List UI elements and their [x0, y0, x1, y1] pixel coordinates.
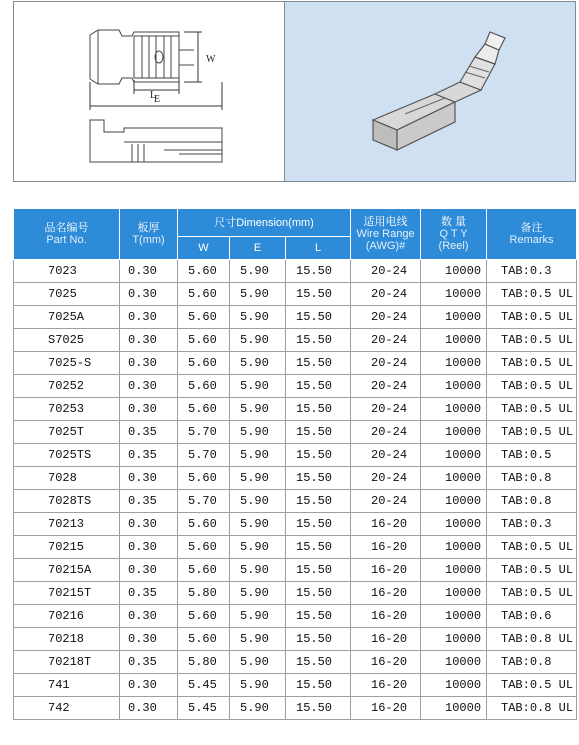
e-dim-cell: 5.90 [230, 513, 286, 536]
width-cell: 5.45 [178, 697, 230, 720]
table-row [14, 651, 577, 674]
width-cell: 5.60 [178, 559, 230, 582]
length-cell: 15.50 [286, 283, 351, 306]
remarks-cell: TAB:0.5 UL [487, 329, 577, 352]
wire-range-cell: 20-24 [351, 306, 421, 329]
remarks-cell: TAB:0.8 UL [487, 628, 577, 651]
e-dim-cell: 5.90 [230, 444, 286, 467]
terminal-illustration [285, 2, 576, 181]
table-row [14, 605, 577, 628]
e-dim-cell: 5.90 [230, 329, 286, 352]
part-no-cell: 70252 [14, 375, 120, 398]
qty-cell: 10000 [421, 582, 487, 605]
length-cell: 15.50 [286, 674, 351, 697]
wire-range-cell: 16-20 [351, 674, 421, 697]
e-dim-cell: 5.90 [230, 697, 286, 720]
e-dim-cell: 5.90 [230, 467, 286, 490]
width-cell: 5.60 [178, 398, 230, 421]
table-row [14, 559, 577, 582]
wire-range-cell: 16-20 [351, 513, 421, 536]
e-dim-cell: 5.90 [230, 398, 286, 421]
part-no-cell: 7025 [14, 283, 120, 306]
length-cell: 15.50 [286, 582, 351, 605]
qty-cell: 10000 [421, 513, 487, 536]
table-row [14, 628, 577, 651]
width-cell: 5.60 [178, 352, 230, 375]
wire-range-cell: 16-20 [351, 651, 421, 674]
width-cell: 5.60 [178, 329, 230, 352]
thickness-cell: 0.30 [120, 260, 178, 283]
thickness-cell: 0.30 [120, 605, 178, 628]
thickness-cell: 0.35 [120, 490, 178, 513]
qty-cell: 10000 [421, 605, 487, 628]
qty-cell: 10000 [421, 467, 487, 490]
length-cell: 15.50 [286, 467, 351, 490]
part-no-cell: 7025TS [14, 444, 120, 467]
remarks-cell: TAB:0.5 UL [487, 582, 577, 605]
table-row [14, 283, 577, 306]
wire-range-cell: 20-24 [351, 398, 421, 421]
qty-cell: 10000 [421, 306, 487, 329]
part-no-cell: 70215A [14, 559, 120, 582]
qty-cell: 10000 [421, 559, 487, 582]
e-dim-cell: 5.90 [230, 283, 286, 306]
header-w: W [178, 237, 230, 260]
part-no-cell: 7028 [14, 467, 120, 490]
thickness-cell: 0.30 [120, 697, 178, 720]
remarks-cell: TAB:0.8 [487, 490, 577, 513]
wire-range-cell: 20-24 [351, 444, 421, 467]
e-dim-cell: 5.90 [230, 628, 286, 651]
thickness-cell: 0.30 [120, 513, 178, 536]
e-dim-cell: 5.90 [230, 375, 286, 398]
length-cell: 15.50 [286, 260, 351, 283]
wire-range-cell: 20-24 [351, 260, 421, 283]
thickness-cell: 0.30 [120, 375, 178, 398]
width-cell: 5.70 [178, 490, 230, 513]
remarks-cell: TAB:0.8 [487, 467, 577, 490]
qty-cell: 10000 [421, 329, 487, 352]
part-no-cell: 7025A [14, 306, 120, 329]
qty-cell: 10000 [421, 283, 487, 306]
part-no-cell: 7023 [14, 260, 120, 283]
remarks-cell: TAB:0.3 [487, 260, 577, 283]
part-no-cell: 70253 [14, 398, 120, 421]
qty-cell: 10000 [421, 444, 487, 467]
table-row [14, 536, 577, 559]
wire-range-cell: 16-20 [351, 628, 421, 651]
header-e: E [230, 237, 286, 260]
table-row [14, 444, 577, 467]
length-cell: 15.50 [286, 421, 351, 444]
header-thickness: 板厚 T(mm) [120, 209, 178, 260]
thickness-cell: 0.30 [120, 536, 178, 559]
terminal-3d-render [285, 2, 575, 181]
table-row [14, 697, 577, 720]
table-row [14, 582, 577, 605]
dim-w-label: W [206, 54, 216, 65]
part-no-cell: 70218 [14, 628, 120, 651]
width-cell: 5.70 [178, 421, 230, 444]
remarks-cell: TAB:0.5 [487, 444, 577, 467]
thickness-cell: 0.35 [120, 421, 178, 444]
remarks-cell: TAB:0.5 UL [487, 421, 577, 444]
length-cell: 15.50 [286, 697, 351, 720]
qty-cell: 10000 [421, 352, 487, 375]
table-row [14, 421, 577, 444]
part-no-cell: 70213 [14, 513, 120, 536]
remarks-cell: TAB:0.5 UL [487, 352, 577, 375]
width-cell: 5.60 [178, 375, 230, 398]
qty-cell: 10000 [421, 651, 487, 674]
width-cell: 5.60 [178, 536, 230, 559]
e-dim-cell: 5.90 [230, 559, 286, 582]
length-cell: 15.50 [286, 444, 351, 467]
remarks-cell: TAB:0.6 [487, 605, 577, 628]
remarks-cell: TAB:0.5 UL [487, 306, 577, 329]
dim-e-label: E [154, 94, 161, 105]
part-no-cell: 70215T [14, 582, 120, 605]
length-cell: 15.50 [286, 375, 351, 398]
wire-range-cell: 20-24 [351, 490, 421, 513]
wire-range-cell: 16-20 [351, 605, 421, 628]
e-dim-cell: 5.90 [230, 651, 286, 674]
wire-range-cell: 20-24 [351, 375, 421, 398]
length-cell: 15.50 [286, 513, 351, 536]
qty-cell: 10000 [421, 260, 487, 283]
spec-table-body [14, 260, 577, 720]
header-wire-range: 适用电线 Wire Range (AWG)# [351, 209, 421, 260]
table-row [14, 467, 577, 490]
spec-table [13, 208, 577, 720]
technical-drawing [14, 2, 285, 181]
e-dim-cell: 5.90 [230, 605, 286, 628]
e-dim-cell: 5.90 [230, 674, 286, 697]
part-no-cell: 741 [14, 674, 120, 697]
header-l: L [286, 237, 351, 260]
remarks-cell: TAB:0.5 UL [487, 559, 577, 582]
wire-range-cell: 20-24 [351, 352, 421, 375]
thickness-cell: 0.30 [120, 467, 178, 490]
length-cell: 15.50 [286, 306, 351, 329]
part-no-cell: 70215 [14, 536, 120, 559]
dim-l-label: L [150, 90, 157, 101]
thickness-cell: 0.30 [120, 329, 178, 352]
width-cell: 5.60 [178, 306, 230, 329]
thickness-cell: 0.30 [120, 628, 178, 651]
width-cell: 5.60 [178, 260, 230, 283]
remarks-cell: TAB:0.8 UL [487, 697, 577, 720]
qty-cell: 10000 [421, 398, 487, 421]
width-cell: 5.80 [178, 651, 230, 674]
table-row [14, 306, 577, 329]
thickness-cell: 0.30 [120, 398, 178, 421]
header-dimension: 尺寸Dimension(mm) [178, 209, 351, 237]
remarks-cell: TAB:0.8 [487, 651, 577, 674]
remarks-cell: TAB:0.5 UL [487, 375, 577, 398]
length-cell: 15.50 [286, 536, 351, 559]
e-dim-cell: 5.90 [230, 582, 286, 605]
terminal-drawing [14, 2, 284, 181]
table-row [14, 513, 577, 536]
e-dim-cell: 5.90 [230, 421, 286, 444]
remarks-cell: TAB:0.5 UL [487, 674, 577, 697]
thickness-cell: 0.35 [120, 444, 178, 467]
table-row [14, 674, 577, 697]
width-cell: 5.60 [178, 283, 230, 306]
figure-panel [13, 1, 576, 182]
part-no-cell: 7028TS [14, 490, 120, 513]
length-cell: 15.50 [286, 490, 351, 513]
width-cell: 5.60 [178, 605, 230, 628]
width-cell: 5.80 [178, 582, 230, 605]
header-qty: 数 量 Q T Y (Reel) [421, 209, 487, 260]
remarks-cell: TAB:0.5 UL [487, 398, 577, 421]
length-cell: 15.50 [286, 398, 351, 421]
thickness-cell: 0.30 [120, 352, 178, 375]
wire-range-cell: 16-20 [351, 559, 421, 582]
width-cell: 5.70 [178, 444, 230, 467]
qty-cell: 10000 [421, 490, 487, 513]
table-row [14, 490, 577, 513]
e-dim-cell: 5.90 [230, 490, 286, 513]
table-row [14, 398, 577, 421]
length-cell: 15.50 [286, 605, 351, 628]
part-no-cell: 7025T [14, 421, 120, 444]
part-no-cell: 7025-S [14, 352, 120, 375]
table-row [14, 375, 577, 398]
header-remarks: 备注 Remarks [487, 209, 577, 260]
wire-range-cell: 16-20 [351, 536, 421, 559]
header-part-no: 品名编号 Part No. [14, 209, 120, 260]
qty-cell: 10000 [421, 697, 487, 720]
thickness-cell: 0.35 [120, 582, 178, 605]
part-no-cell: S7025 [14, 329, 120, 352]
width-cell: 5.60 [178, 628, 230, 651]
thickness-cell: 0.30 [120, 283, 178, 306]
remarks-cell: TAB:0.5 UL [487, 536, 577, 559]
table-row [14, 352, 577, 375]
wire-range-cell: 20-24 [351, 421, 421, 444]
length-cell: 15.50 [286, 329, 351, 352]
length-cell: 15.50 [286, 628, 351, 651]
wire-range-cell: 20-24 [351, 329, 421, 352]
wire-range-cell: 16-20 [351, 697, 421, 720]
part-no-cell: 70218T [14, 651, 120, 674]
length-cell: 15.50 [286, 559, 351, 582]
qty-cell: 10000 [421, 375, 487, 398]
qty-cell: 10000 [421, 628, 487, 651]
thickness-cell: 0.30 [120, 559, 178, 582]
width-cell: 5.45 [178, 674, 230, 697]
thickness-cell: 0.35 [120, 651, 178, 674]
wire-range-cell: 20-24 [351, 283, 421, 306]
length-cell: 15.50 [286, 352, 351, 375]
length-cell: 15.50 [286, 651, 351, 674]
e-dim-cell: 5.90 [230, 260, 286, 283]
e-dim-cell: 5.90 [230, 536, 286, 559]
part-no-cell: 742 [14, 697, 120, 720]
e-dim-cell: 5.90 [230, 352, 286, 375]
wire-range-cell: 16-20 [351, 582, 421, 605]
remarks-cell: TAB:0.5 UL [487, 283, 577, 306]
thickness-cell: 0.30 [120, 674, 178, 697]
qty-cell: 10000 [421, 421, 487, 444]
wire-range-cell: 20-24 [351, 467, 421, 490]
remarks-cell: TAB:0.3 [487, 513, 577, 536]
width-cell: 5.60 [178, 513, 230, 536]
qty-cell: 10000 [421, 674, 487, 697]
table-row [14, 329, 577, 352]
thickness-cell: 0.30 [120, 306, 178, 329]
table-row [14, 260, 577, 283]
e-dim-cell: 5.90 [230, 306, 286, 329]
part-no-cell: 70216 [14, 605, 120, 628]
width-cell: 5.60 [178, 467, 230, 490]
qty-cell: 10000 [421, 536, 487, 559]
